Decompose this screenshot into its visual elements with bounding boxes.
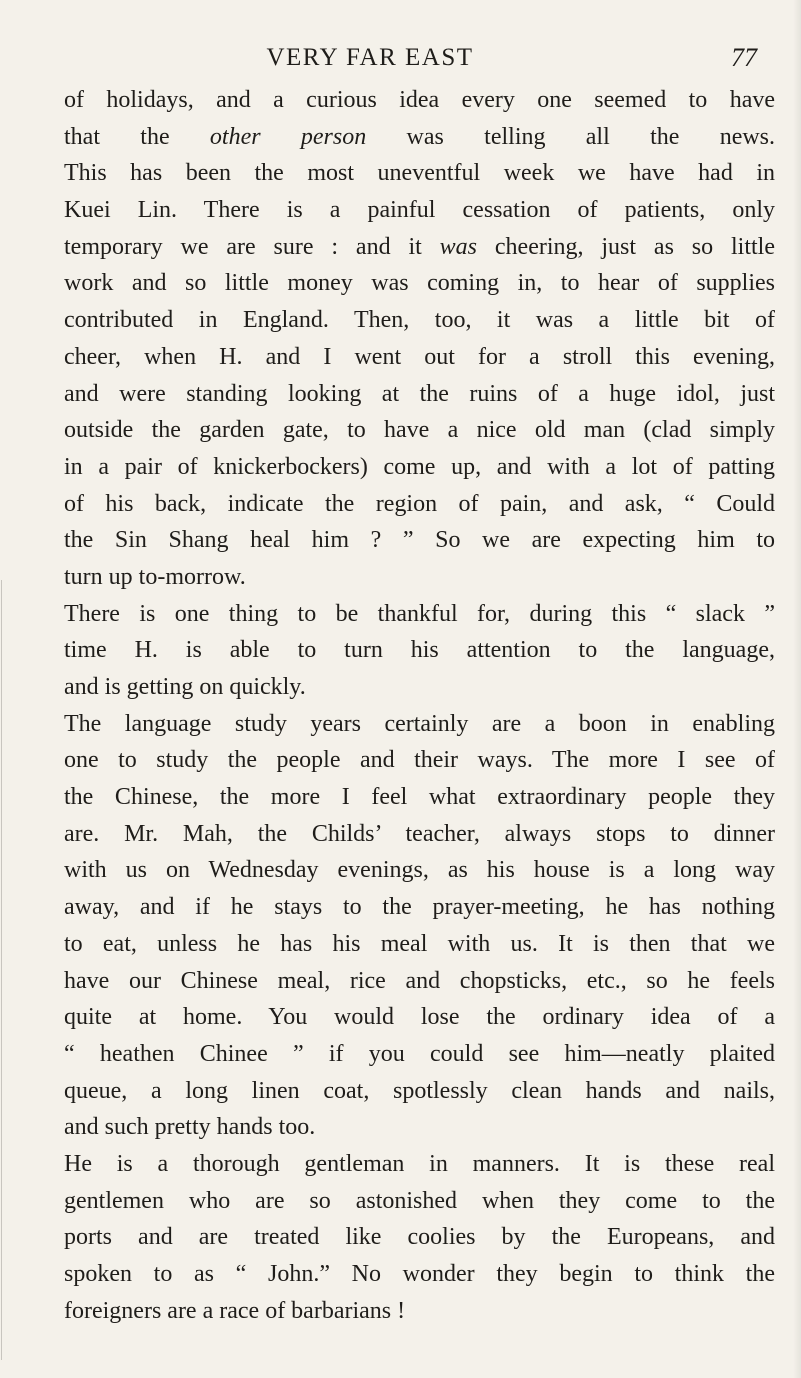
page-number: 77 [731, 43, 757, 72]
text-line-10: outside the garden gate, to have a nice old man (clad simply [64, 417, 775, 444]
text-line-22: with us on Wednesday evenings, as his house is a long way [64, 857, 775, 884]
text-line-3: This has been the most uneventful week we have had in [64, 160, 775, 187]
running-head [0, 38, 801, 78]
body-text [64, 82, 775, 1329]
text-line-25: have our Chinese meal, rice and chopsticks, etc., so he feels [64, 967, 775, 994]
text-line-17: and is getting on quickly. [64, 674, 306, 700]
page-gutter-line [1, 580, 2, 1360]
text-line-8: cheer, when H. and I went out for a stroll this evening, [64, 343, 775, 370]
text-line-32: ports and are treated like coolies by the Europeans, and [64, 1224, 775, 1251]
text-fragment: that the [64, 123, 170, 150]
text-line-33: spoken to as “ John.” No wonder they begin to think the [64, 1261, 775, 1287]
text-line-30: He is a thorough gentleman in manners. It is these real [64, 1150, 775, 1177]
text-line-28: queue, a long linen coat, spotlessly clean hands and nails, [64, 1077, 775, 1104]
text-line-31: gentlemen who are so astonished when they come to the [64, 1187, 775, 1214]
text-line-5 [64, 229, 775, 266]
text-line-21: are. Mr. Mah, the Childs’ teacher, always stops to dinner [64, 820, 775, 847]
text-line-2 [64, 119, 775, 156]
text-line-26: quite at home. You would lose the ordinary idea of a [64, 1004, 775, 1031]
text-line-6: work and so little money was coming in, to hear of supplies [64, 270, 775, 297]
emphasis-other-person: other person [209, 123, 367, 150]
page-edge-shadow [793, 0, 801, 1378]
text-line-7: contributed in England. Then, too, it was a little bit of [64, 307, 775, 334]
text-line-11: in a pair of knickerbockers) come up, and with a lot of patting [64, 453, 775, 480]
emphasis-was: was [439, 233, 478, 260]
text-line-14: turn up to-morrow. [64, 563, 246, 590]
text-line-15: There is one thing to be thankful for, during this “ slack ” [64, 600, 775, 627]
text-line-19: one to study the people and their ways. The more I see of [64, 747, 775, 774]
text-line-24: to eat, unless he has his meal with us. It is then that we [64, 930, 775, 957]
text-line-20: the Chinese, the more I feel what extraordinary people they [64, 784, 775, 811]
text-line-16: time H. is able to turn his attention to the language, [64, 637, 775, 664]
text-line-34: foreigners are a race of barbarians ! [64, 1297, 406, 1324]
text-line-13: the Sin Shang heal him ? ” So we are expecting him to [64, 527, 775, 554]
text-line-4: Kuei Lin. There is a painful cessation of patients, only [64, 197, 775, 224]
text-line-29: and such pretty hands too. [64, 1114, 316, 1141]
text-line-12: of his back, indicate the region of pain, and ask, “ Could [64, 490, 775, 517]
text-fragment: temporary we are sure : and it [64, 233, 422, 260]
text-line-1: of holidays, and a curious idea every one seemed to have [64, 87, 775, 113]
running-title: VERY FAR EAST [266, 44, 474, 71]
text-line-18: The language study years certainly are a boon in enabling [64, 710, 775, 737]
text-fragment: was telling all the news. [406, 123, 775, 150]
text-fragment: cheering, just as so little [494, 233, 775, 260]
text-line-9: and were standing looking at the ruins of a huge idol, just [64, 380, 775, 407]
text-line-23: away, and if he stays to the prayer-meeting, he has nothing [64, 894, 775, 921]
text-line-27: “ heathen Chinee ” if you could see him—neatly plaited [64, 1040, 775, 1067]
